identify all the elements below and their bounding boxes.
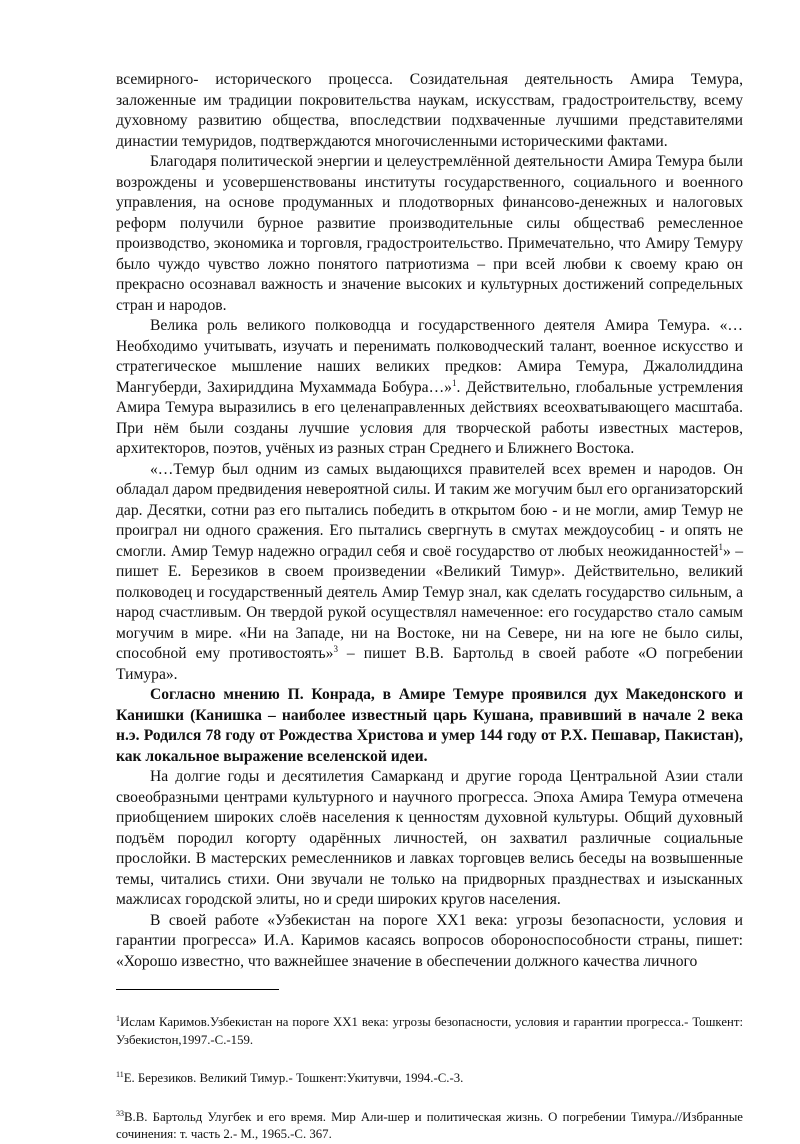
footnote-ref[interactable]: 1 xyxy=(718,541,724,552)
paragraph-text: Благодаря политической энергии и целеустремлённой деятельности Амира Темура были возрождены и усовершенствованы институты государственного, социального и военного управления, на основе продуманных и плодотворных финансово-денежных и налоговых реформ получили бурное развитие производительные силы общества6 ремесленное производство, экономика и торговля, градостроительство. Примечательно, что Амиру Темуру было чуждо чувство ложно понятого патриотизма – при всей любви к своему краю он прекрасно осознавал важность и значение высоких и культурных достижений сопредельных стран и народов. xyxy=(116,153,743,314)
footnote-2 xyxy=(116,1070,743,1088)
footnote-separator xyxy=(116,989,279,990)
paragraph-text: » – пишет Е. Березиков в своем произведении «Великий Тимур». Действительно, великий полководец и государственный деятель Амир Темур знал, как сделать государство сильным, а народ счастливым. Он твердой рукой осуществлял намеченное: его государство стало самым могучим в мире. «Ни на Западе, ни на Востоке, ни на Севере, ни на юге не было силы, способной ему противостоять» xyxy=(116,542,744,662)
paragraph-text: – пишет В.В. Бартольд в своей работе «О погребении Тимура». xyxy=(116,645,744,683)
paragraph-7 xyxy=(116,911,743,973)
paragraph-1 xyxy=(116,70,743,152)
footnote-ref[interactable]: 1 xyxy=(451,377,457,388)
footnote-mark: 33 xyxy=(116,1108,124,1118)
paragraph-text: всемирного- исторического процесса. Созидательная деятельность Амира Темура, заложенные им традиции покровительства наукам, искусствам, градостроительству, всему духовному развитию общества, впоследствии подхваченные лучшими представителями династии темуридов, подтверждаются многочисленными историческими фактами. xyxy=(116,71,743,150)
paragraph-text: В своей работе «Узбекистан на пороге ХХ1 века: угрозы безопасности, условия и гарантии прогресса» И.А. Каримов касаясь вопросов обороноспособности страны, пишет: «Хорошо известно, что важнейшее значение в обеспечении должного качества личного xyxy=(116,911,743,970)
footnote-ref[interactable]: 3 xyxy=(333,644,338,654)
footnote-3 xyxy=(116,1109,743,1144)
footnote-text: Ислам Каримов.Узбекистан на пороге ХХ1 века: угрозы безопасности, условия и гарантии прогресса.- Тошкент: Узбекистон,1997.-С.-159. xyxy=(116,1015,743,1047)
paragraph-text: «…Темур был одним из самых выдающихся правителей всех времен и народов. Он обладал даром предвидения невероятной силы. И таким же могучим был его организаторский дар. Десятки, сотни раз его пытались победить в открытом бою - и не могли, амир Темур не проиграл ни одного сражения. Его пытались свергнуть в смутах междоусобиц - и опять не смогли. Амир Темур надежно оградил себя и своё государство от любых неожиданностей xyxy=(116,460,743,560)
paragraph-2 xyxy=(116,152,743,316)
paragraph-text: . Действительно, глобальные устремления Амира Темура выразились в его целенаправленных действиях всеохватывающего масштаба. При нём были созданы лучшие условия для творческой работы известных мастеров, архитекторов, поэтов, учёных из разных стран Среднего и Ближнего Востока. xyxy=(116,378,743,457)
footnote-text: В.В. Бартольд Улугбек и его время. Мир Али-шер и политическая жизнь. О погребении Тимура.//Избранные сочинения: т. часть 2.- М., 1965.-С. 367. xyxy=(116,1109,743,1141)
paragraph-text: Согласно мнению П. Конрада, в Амире Темуре проявился дух Македонского и Канишки (Канишка – наиболее известный царь Кушана, правивший в начале 2 века н.э. Родился 78 году от Рождества Христова и умер 144 году от Р.Х. Пешавар, Пакистан), как локальное выражение вселенской идеи. xyxy=(116,686,743,765)
document-body xyxy=(116,70,743,972)
footnote-text: Е. Березиков. Великий Тимур.- Тошкент:Укитувчи, 1994.-С.-3. xyxy=(123,1071,464,1085)
footnote-1 xyxy=(116,1014,743,1049)
paragraph-5-bold xyxy=(116,685,743,767)
footnotes xyxy=(116,1014,743,1144)
footnote-mark: 1 xyxy=(116,1014,120,1023)
paragraph-text: Велика роль великого полководца и государственного деятеля Амира Темура. «…Необходимо учитывать, изучать и перенимать полководческий талант, военное искусство и стратегическое мышление наших великих предков: Амира Темура, Джалолиддина Мангуберди, Захириддина Мухаммада Бобура…» xyxy=(116,317,743,396)
footnote-mark: 11 xyxy=(116,1070,124,1079)
paragraph-3 xyxy=(116,316,743,460)
paragraph-text: На долгие годы и десятилетия Самарканд и другие города Центральной Азии стали своеобразными центрами культурного и научного прогресса. Эпоха Амира Темура отмечена приобщением широких слоёв населения к ценностям духовной культуры. Общий духовный подъём породил когорту одарённых личностей, он захватил различные социальные прослойки. В мастерских ремесленников и лавках торговцев велись беседы на возвышенные темы, читались стихи. Они звучали не только на придворных празднествах и изысканных мажлисах городской элиты, но и среди широких кругов населения. xyxy=(116,768,743,908)
paragraph-6 xyxy=(116,767,743,911)
paragraph-4 xyxy=(116,460,743,686)
